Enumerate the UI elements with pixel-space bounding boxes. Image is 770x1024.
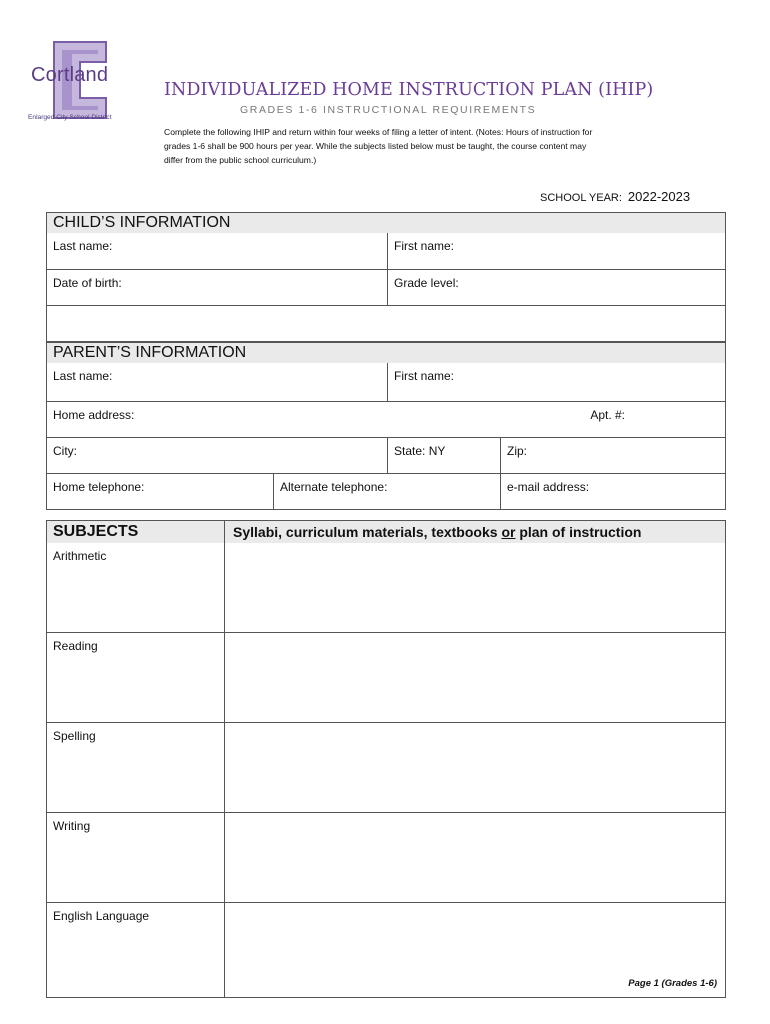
- parent-first-name-label: First name:: [394, 369, 455, 383]
- child-last-name-label: Last name:: [53, 239, 113, 253]
- subject-plan-field[interactable]: [225, 903, 725, 997]
- child-info-heading: CHILD’S INFORMATION: [47, 213, 725, 233]
- alternate-telephone-field[interactable]: [273, 474, 500, 509]
- parent-city-row: [47, 437, 725, 473]
- school-year-value: 2022-2023: [627, 189, 691, 204]
- syllabi-col-header: [225, 521, 725, 543]
- subject-plan-field[interactable]: [225, 633, 725, 722]
- email-label: e-mail address:: [507, 480, 590, 494]
- parent-name-row: [47, 363, 725, 401]
- subject-plan-field[interactable]: [225, 723, 725, 812]
- intro-text: Complete the following IHIP and return within four weeks of filing a letter of intent. (Notes: Hours of instruction for grades 1-6 shall be 900 hours per year. While the subjects listed below must be taught, the course content may differ from the public school curriculum.): [164, 127, 593, 165]
- school-year: [540, 188, 690, 206]
- syllabi-header-pre: Syllabi, curriculum materials, textbooks: [233, 524, 502, 540]
- subject-name: Arithmetic: [47, 543, 225, 632]
- subject-name: Reading: [47, 633, 225, 722]
- logo-subtitle: Enlarged City School District: [28, 114, 112, 121]
- subjects-col-header: SUBJECTS: [47, 521, 225, 543]
- page-footer: Page 1 (Grades 1-6): [628, 978, 717, 989]
- child-info-section: [46, 212, 726, 342]
- child-first-name-field[interactable]: [387, 233, 725, 269]
- state-label: State: NY: [394, 444, 446, 458]
- page-title: INDIVIDUALIZED HOME INSTRUCTION PLAN (IHIP): [164, 80, 654, 100]
- child-dob-label: Date of birth:: [53, 276, 122, 290]
- child-name-row: [47, 233, 725, 269]
- child-last-name-field[interactable]: [47, 233, 387, 269]
- subject-name: Writing: [47, 813, 225, 902]
- subjects-header: [47, 521, 725, 543]
- home-telephone-field[interactable]: [47, 474, 273, 509]
- subject-row-arithmetic: [47, 543, 725, 632]
- parent-first-name-field[interactable]: [387, 363, 725, 401]
- child-grade-field[interactable]: [387, 270, 725, 305]
- city-label: City:: [53, 444, 77, 458]
- zip-field[interactable]: [500, 438, 725, 473]
- parent-address-row: [47, 401, 725, 437]
- parent-phone-row: [47, 473, 725, 509]
- subject-name: English Language: [47, 903, 225, 997]
- parent-info-section: [46, 342, 726, 510]
- apt-label: Apt. #:: [590, 408, 625, 422]
- syllabi-header-or: or: [501, 524, 516, 540]
- district-logo: [26, 38, 138, 128]
- home-telephone-label: Home telephone:: [53, 480, 145, 494]
- child-blank-field[interactable]: [47, 306, 725, 341]
- subjects-table: [46, 520, 726, 998]
- subject-row-writing: [47, 812, 725, 902]
- child-grade-label: Grade level:: [394, 276, 459, 290]
- home-address-field[interactable]: [47, 402, 725, 437]
- home-address-label: Home address:: [53, 408, 135, 422]
- parent-last-name-label: Last name:: [53, 369, 113, 383]
- subject-name: Spelling: [47, 723, 225, 812]
- school-year-label: SCHOOL YEAR:: [540, 192, 622, 204]
- subject-row-spelling: [47, 722, 725, 812]
- logo-word: Cortland: [31, 64, 109, 86]
- child-dob-row: [47, 269, 725, 305]
- zip-label: Zip:: [507, 444, 528, 458]
- city-field[interactable]: [47, 438, 387, 473]
- page-subtitle: GRADES 1-6 INSTRUCTIONAL REQUIREMENTS: [240, 104, 537, 116]
- child-blank-row: [47, 305, 725, 341]
- subject-row-english-language: [47, 902, 725, 997]
- state-field[interactable]: [387, 438, 500, 473]
- syllabi-header-post: plan of instruction: [515, 524, 642, 540]
- parent-last-name-field[interactable]: [47, 363, 387, 401]
- child-first-name-label: First name:: [394, 239, 455, 253]
- subject-row-reading: [47, 632, 725, 722]
- child-dob-field[interactable]: [47, 270, 387, 305]
- subject-plan-field[interactable]: [225, 543, 725, 632]
- parent-info-heading: PARENT’S INFORMATION: [47, 343, 725, 363]
- email-field[interactable]: [500, 474, 725, 509]
- alternate-telephone-label: Alternate telephone:: [280, 480, 388, 494]
- subject-plan-field[interactable]: [225, 813, 725, 902]
